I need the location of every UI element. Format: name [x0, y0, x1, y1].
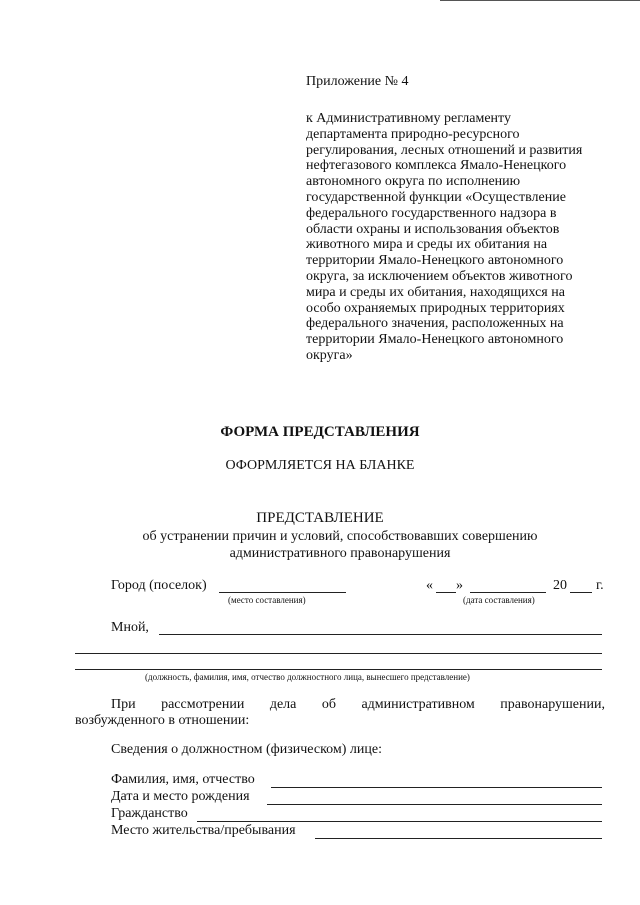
appendix-line: автономного округа по исполнению	[306, 174, 521, 190]
document-heading: ПРЕДСТАВЛЕНИЕ	[256, 510, 384, 526]
appendix-line: животного мира и среды их обитания на	[306, 237, 548, 253]
form-title: ФОРМА ПРЕДСТАВЛЕНИЯ	[220, 424, 420, 440]
appendix-line: федерального государственного надзора в	[306, 205, 557, 221]
person-heading: Сведения о должностном (физическом) лице:	[111, 742, 382, 757]
birth-label: Дата и место рождения	[111, 789, 250, 804]
appendix-line: федерального значения, расположенных на	[306, 316, 564, 332]
appendix-title: Приложение № 4	[306, 74, 409, 89]
case-paragraph-line2: возбужденного в отношении:	[75, 713, 250, 728]
official-label: Мной,	[111, 620, 149, 635]
appendix-line: особо охраняемых природных территориях	[306, 300, 565, 316]
appendix-body	[306, 111, 606, 364]
case-word: При	[111, 697, 136, 712]
case-word: рассмотрении	[161, 697, 245, 712]
fio-field[interactable]	[271, 787, 602, 788]
appendix-line: области охраны и использования объектов	[306, 221, 560, 237]
appendix-line: территории Ямало-Ненецкого автономного	[306, 332, 564, 348]
blank-note: ОФОРМЛЯЕТСЯ НА БЛАНКЕ	[225, 458, 415, 473]
city-label: Город (поселок)	[111, 578, 207, 593]
document-subtitle-line: об устранении причин и условий, способствовавших совершению	[142, 529, 538, 544]
day-field[interactable]	[436, 592, 456, 593]
appendix-line: мира и среды их обитания, находящихся на	[306, 284, 565, 300]
top-edge-line	[440, 0, 640, 1]
case-word: административном	[361, 697, 475, 712]
month-field[interactable]	[470, 592, 546, 593]
official-field-line[interactable]	[159, 634, 602, 635]
year-field[interactable]	[570, 592, 592, 593]
case-word: об	[321, 697, 336, 712]
appendix-line: округа»	[306, 347, 353, 363]
appendix-line: государственной функции «Осуществление	[306, 189, 566, 205]
document-subtitle	[60, 528, 620, 562]
city-caption: (место составления)	[228, 595, 306, 605]
quote-open: «	[426, 578, 433, 593]
citizenship-field[interactable]	[197, 821, 602, 822]
case-word: правонарушении,	[500, 697, 605, 712]
birth-field[interactable]	[267, 804, 602, 805]
appendix-line: нефтегазового комплекса Ямало-Ненецкого	[306, 158, 567, 174]
appendix-line: к Административному регламенту	[306, 111, 511, 126]
appendix-line: департамента природно-ресурсного	[306, 126, 520, 142]
year-prefix: 20	[553, 578, 567, 593]
residence-field[interactable]	[315, 838, 602, 839]
official-caption: (должность, фамилия, имя, отчество должностного лица, вынесшего представление)	[145, 672, 470, 682]
case-paragraph-line1	[111, 697, 605, 713]
appendix-line: округа, за исключением объектов животного	[306, 268, 573, 284]
year-suffix: г.	[596, 578, 604, 593]
date-caption: (дата составления)	[463, 595, 535, 605]
official-field-line[interactable]	[75, 669, 602, 670]
case-word: дела	[269, 697, 297, 712]
citizenship-label: Гражданство	[111, 806, 188, 821]
document-subtitle-line: административного правонарушения	[229, 546, 451, 561]
residence-label: Место жительства/пребывания	[111, 823, 296, 838]
city-field[interactable]	[219, 592, 346, 593]
appendix-line: регулирования, лесных отношений и развития	[306, 142, 583, 158]
fio-label: Фамилия, имя, отчество	[111, 772, 255, 787]
quote-close: »	[456, 578, 463, 593]
official-field-line[interactable]	[75, 653, 602, 654]
appendix-line: территории Ямало-Ненецкого автономного	[306, 253, 564, 269]
